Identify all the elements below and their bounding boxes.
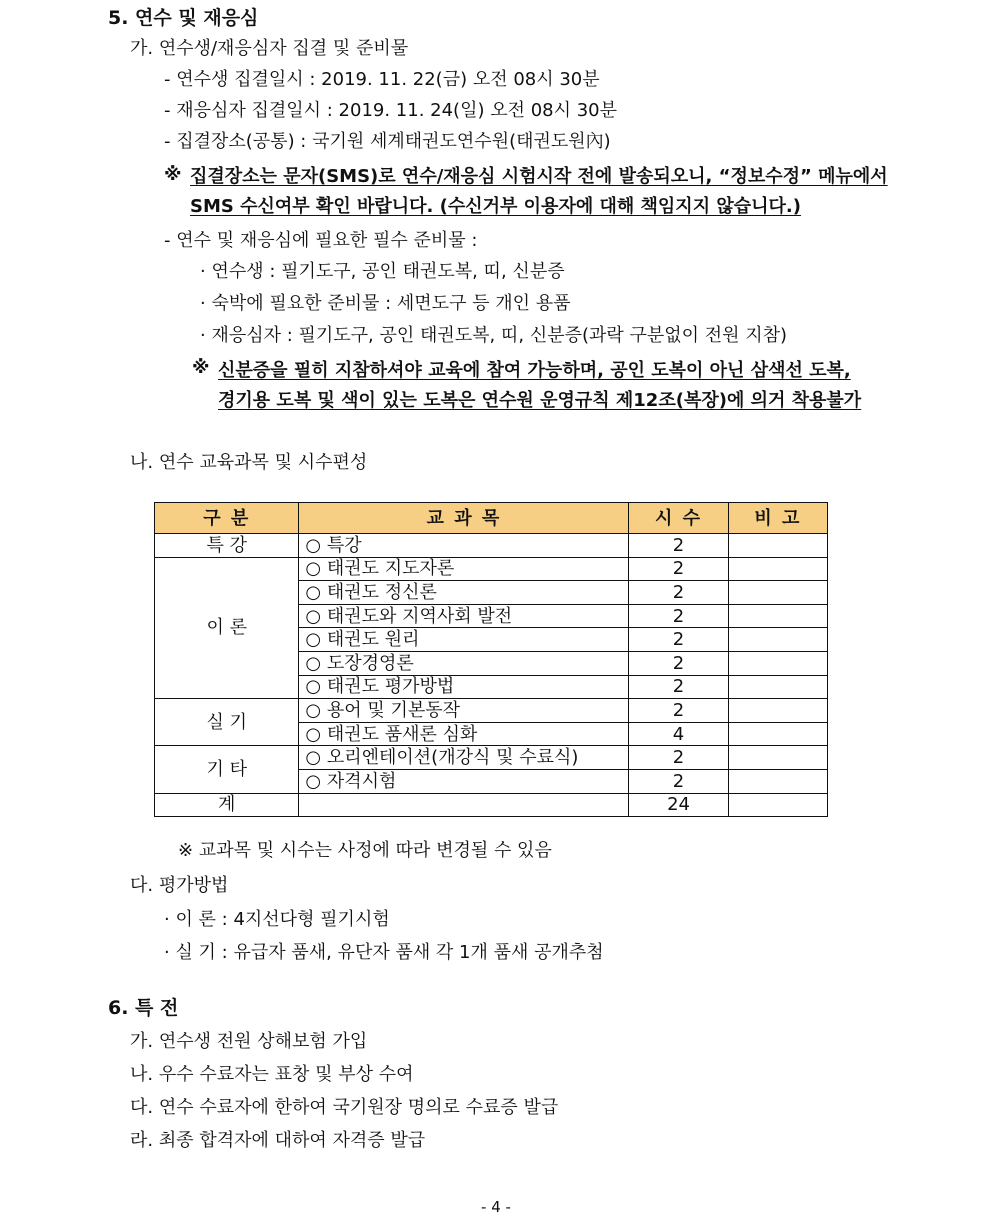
header-subject: 교 과 목 <box>299 503 629 534</box>
subsection-na: 나. 연수 교육과목 및 시수편성 <box>130 452 368 473</box>
subject-cell: ○ 태권도 지도자론 <box>299 557 629 581</box>
section-6-title: 6. 특 전 <box>108 997 179 1019</box>
subject-cell: ○ 특강 <box>299 534 629 558</box>
prep-heading: - 연수 및 재응심에 필요한 필수 준비물 : <box>164 230 478 251</box>
category-cell: 기 타 <box>155 746 299 793</box>
list-item: - 연수생 집결일시 : 2019. 11. 22(금) 오전 08시 30분 <box>164 69 600 90</box>
remarks-cell <box>728 722 827 746</box>
remarks-cell <box>728 604 827 628</box>
header-category: 구 분 <box>155 503 299 534</box>
subject-cell: ○ 태권도 정신론 <box>299 581 629 605</box>
hours-cell: 2 <box>629 769 728 793</box>
header-hours: 시 수 <box>629 503 728 534</box>
list-item: - 집결장소(공통) : 국기원 세계태권도연수원(태권도원內) <box>164 131 611 152</box>
note-mark: ※ <box>192 357 210 378</box>
table-row <box>155 699 828 723</box>
notice-id-line2: 경기용 도복 및 색이 있는 도복은 연수원 운영규칙 제12조(복장)에 의거 착용불가 <box>218 390 862 411</box>
hours-cell: 2 <box>629 581 728 605</box>
hours-cell: 2 <box>629 557 728 581</box>
notice-sms-line2: SMS 수신여부 확인 바랍니다. (수신거부 이용자에 대해 책임지지 않습니다.) <box>190 196 801 217</box>
table-header-row <box>155 503 828 534</box>
remarks-cell <box>728 581 827 605</box>
prep-item: · 숙박에 필요한 준비물 : 세면도구 등 개인 용품 <box>200 293 571 314</box>
prep-item: · 연수생 : 필기도구, 공인 태권도복, 띠, 신분증 <box>200 261 565 282</box>
table-row <box>155 557 828 581</box>
remarks-cell <box>728 793 827 817</box>
total-label: 계 <box>155 793 299 817</box>
page-number: - 4 - <box>481 1198 511 1216</box>
category-cell: 이 론 <box>155 557 299 699</box>
prep-item: · 재응심자 : 필기도구, 공인 태권도복, 띠, 신분증(과락 구분없이 전원 지참) <box>200 325 788 346</box>
subject-cell: ○ 오리엔테이션(개강식 및 수료식) <box>299 746 629 770</box>
category-cell: 실 기 <box>155 699 299 746</box>
remarks-cell <box>728 534 827 558</box>
table-total-row <box>155 793 828 817</box>
note-mark: ※ <box>164 164 182 185</box>
table-row <box>155 534 828 558</box>
table-note: ※ 교과목 및 시수는 사정에 따라 변경될 수 있음 <box>178 840 552 861</box>
notice-id-line1: 신분증을 필히 지참하셔야 교육에 참여 가능하며, 공인 도복이 아닌 삼색선 도복, <box>218 360 851 381</box>
list-item: - 재응심자 집결일시 : 2019. 11. 24(일) 오전 08시 30분 <box>164 100 618 121</box>
notice-sms-line1: 집결장소는 문자(SMS)로 연수/재응심 시험시작 전에 발송되오니, “정보수정” 메뉴에서 <box>190 166 888 187</box>
benefit-item: 라. 최종 합격자에 대하여 자격증 발급 <box>130 1130 426 1151</box>
remarks-cell <box>728 628 827 652</box>
subject-cell: ○ 도장경영론 <box>299 651 629 675</box>
hours-cell: 2 <box>629 628 728 652</box>
hours-cell: 2 <box>629 651 728 675</box>
subject-cell: ○ 태권도와 지역사회 발전 <box>299 604 629 628</box>
subject-cell: ○ 태권도 평가방법 <box>299 675 629 699</box>
eval-item: · 이 론 : 4지선다형 필기시험 <box>164 909 390 930</box>
section-5-title: 5. 연수 및 재응심 <box>108 7 259 29</box>
benefit-item: 다. 연수 수료자에 한하여 국기원장 명의로 수료증 발급 <box>130 1097 559 1118</box>
subject-cell: ○ 태권도 품새론 심화 <box>299 722 629 746</box>
hours-cell: 4 <box>629 722 728 746</box>
header-remarks: 비 고 <box>728 503 827 534</box>
benefit-item: 가. 연수생 전원 상해보험 가입 <box>130 1031 368 1052</box>
subsection-ga: 가. 연수생/재응심자 집결 및 준비물 <box>130 38 409 59</box>
subject-cell: ○ 태권도 원리 <box>299 628 629 652</box>
hours-cell: 2 <box>629 604 728 628</box>
category-cell: 특 강 <box>155 534 299 558</box>
subject-cell: ○ 용어 및 기본동작 <box>299 699 629 723</box>
hours-cell: 2 <box>629 746 728 770</box>
hours-cell: 2 <box>629 534 728 558</box>
remarks-cell <box>728 675 827 699</box>
remarks-cell <box>728 699 827 723</box>
table-row <box>155 746 828 770</box>
subject-cell: ○ 자격시험 <box>299 769 629 793</box>
hours-cell: 2 <box>629 675 728 699</box>
remarks-cell <box>728 746 827 770</box>
remarks-cell <box>728 651 827 675</box>
subject-cell <box>299 793 629 817</box>
remarks-cell <box>728 769 827 793</box>
subsection-da: 다. 평가방법 <box>130 875 229 896</box>
curriculum-table <box>154 502 828 817</box>
hours-cell: 2 <box>629 699 728 723</box>
eval-item: · 실 기 : 유급자 품새, 유단자 품새 각 1개 품새 공개추첨 <box>164 942 604 963</box>
benefit-item: 나. 우수 수료자는 표창 및 부상 수여 <box>130 1064 414 1085</box>
remarks-cell <box>728 557 827 581</box>
total-hours: 24 <box>629 793 728 817</box>
